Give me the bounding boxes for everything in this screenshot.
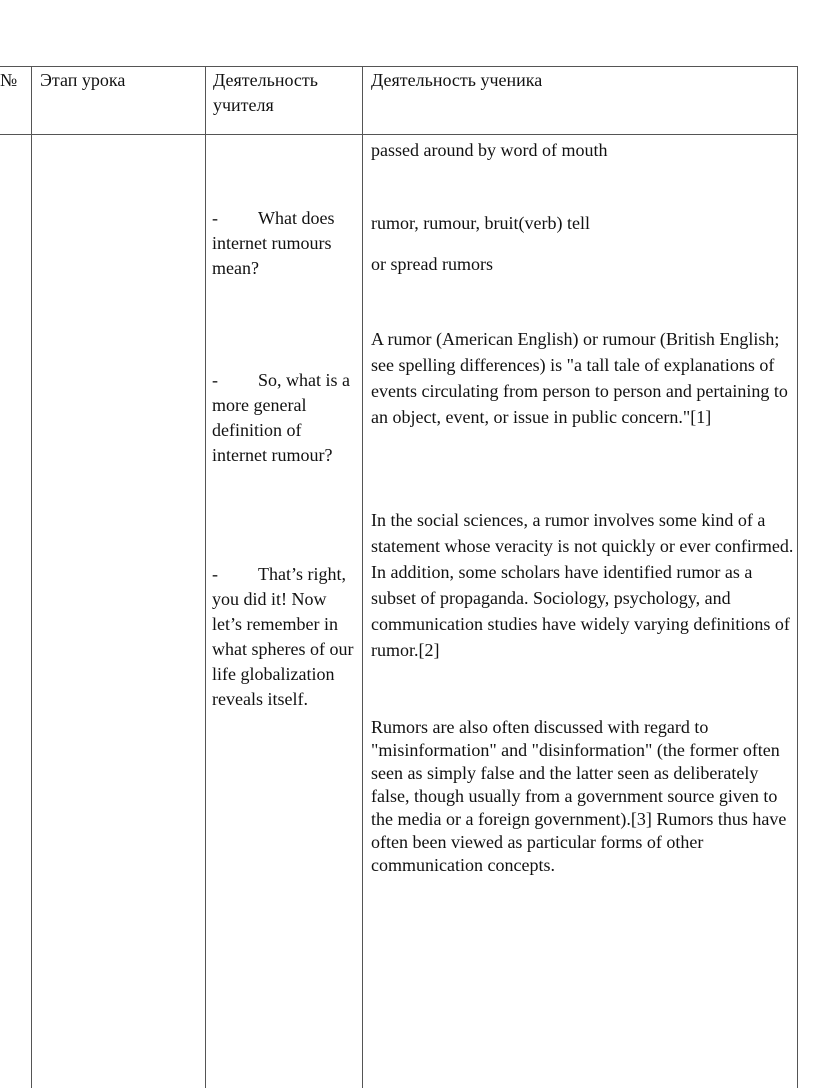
teacher-question-text: What does internet rumours mean? xyxy=(212,208,335,278)
lesson-table xyxy=(0,66,798,1088)
table-top-border xyxy=(0,66,798,67)
teacher-question-2 xyxy=(212,368,356,468)
header-row-border xyxy=(0,134,798,135)
list-dash: - xyxy=(212,370,218,390)
teacher-question-1 xyxy=(212,206,356,281)
student-social-sciences-paragraph: In the social sciences, a rumor involves some kind of a statement whose veracity is not quickly or ever confirmed. In addition, some scholars have identified rumor as a subset of propaganda. Sociology, psychology, and communication studies have widely varying definitions of rumor.[2] xyxy=(371,510,794,660)
teacher-remark-text: That’s right, you did it! Now let’s remember in what spheres of our life globalization reveals itself. xyxy=(212,564,354,709)
student-answer-2: rumor, rumour, bruit(verb) tell xyxy=(371,213,590,233)
student-misinformation-paragraph: Rumors are also often discussed with regard to "misinformation" and "disinformation" (the former often seen as simply false and the latter seen as deliberately false, though usually from a government source given to the media or a foreign government).[3] Rumors thus have often been viewed as particular forms of other communication concepts. xyxy=(371,717,787,875)
list-dash: - xyxy=(212,564,218,584)
header-lesson-stage: Этап урока xyxy=(40,70,126,90)
column-divider-2 xyxy=(205,66,206,1088)
column-divider-3 xyxy=(362,66,363,1088)
student-answer-3: or spread rumors xyxy=(371,254,493,274)
list-dash: - xyxy=(212,208,218,228)
teacher-remark-3 xyxy=(212,562,356,712)
header-student-activity: Деятельность ученика xyxy=(371,70,543,90)
teacher-question-text: So, what is a more general definition of internet rumour? xyxy=(212,370,350,465)
header-number: № xyxy=(0,70,18,90)
student-definition-paragraph: A rumor (American English) or rumour (British English; see spelling differences) is "a tall tale of explanations of events circulating from person to person and pertaining to an object, event, or issue in public concern."[1] xyxy=(371,329,788,427)
column-divider-1 xyxy=(31,66,32,1088)
student-answer-1: passed around by word of mouth xyxy=(371,140,608,160)
table-right-border xyxy=(797,66,798,1088)
header-teacher-activity: Деятельность учителя xyxy=(213,70,318,115)
